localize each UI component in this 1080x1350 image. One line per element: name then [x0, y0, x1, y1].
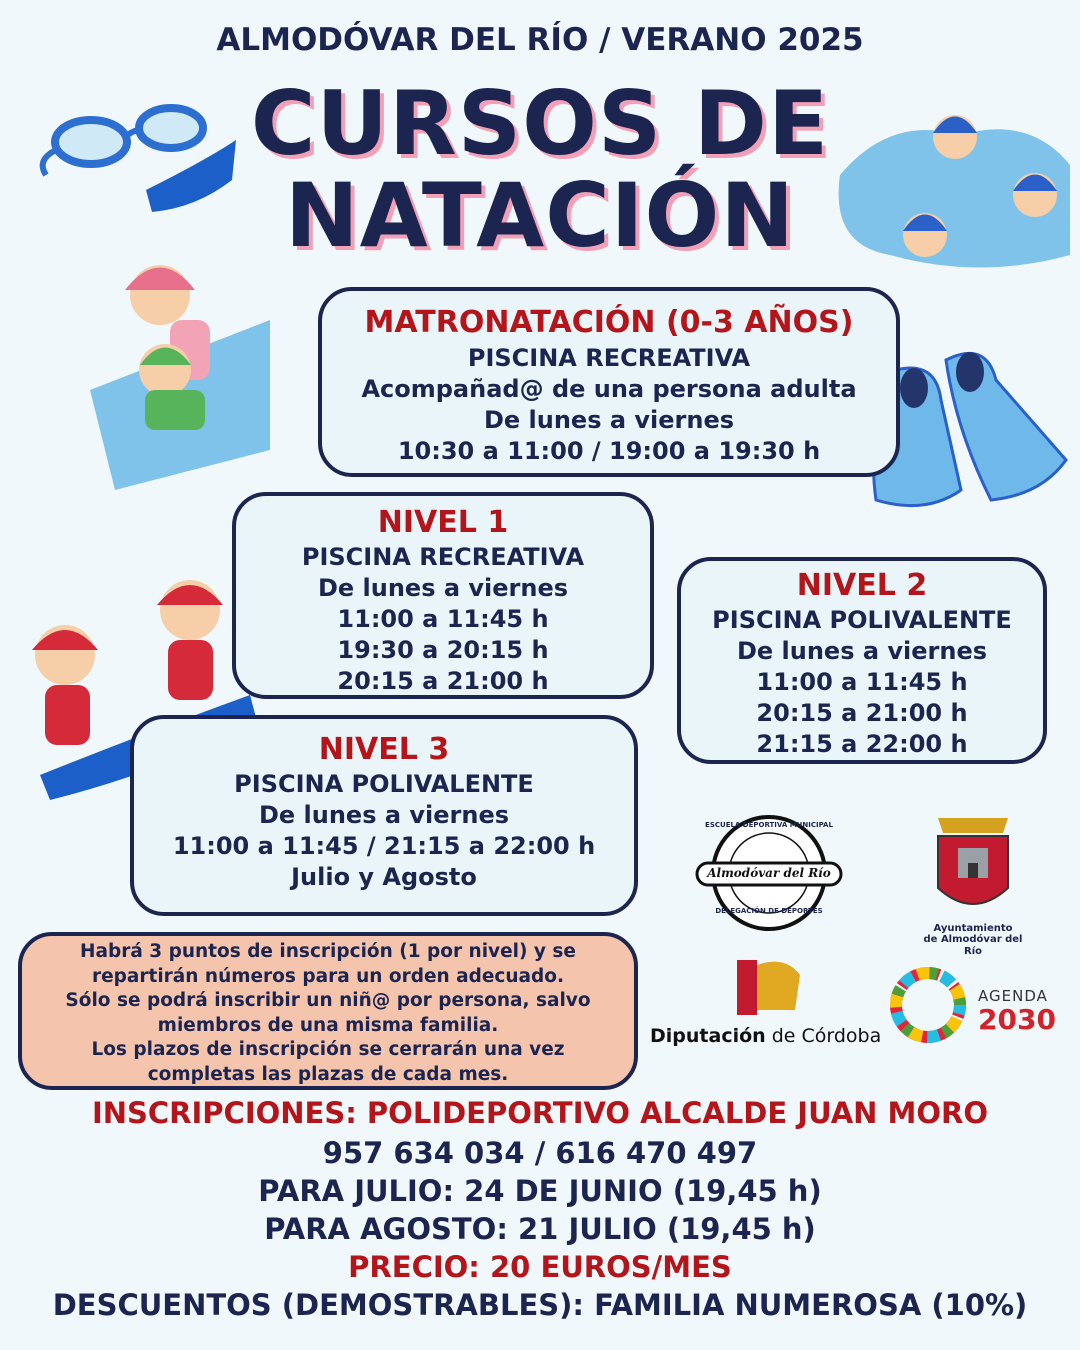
precio-line: PRECIO: 20 EUROS/MES [348, 1250, 732, 1284]
nivel2-line: De lunes a viernes [736, 637, 988, 665]
diputacion-emblem-icon [735, 955, 805, 1020]
escuela-name: Almodóvar del Río [707, 866, 831, 880]
note-line: repartirán números para un orden adecuado. [91, 965, 565, 987]
matronatacion-line: PISCINA RECREATIVA [467, 344, 751, 372]
matronatacion-heading: MATRONATACIÓN (0-3 AÑOS) [364, 305, 854, 340]
diputacion-logo [650, 955, 890, 1050]
escuela-bottom-text: DELEGACIÓN DE DEPORTES [715, 907, 823, 915]
nivel1-line: PISCINA RECREATIVA [301, 543, 585, 571]
nivel3-line: 11:00 a 11:45 / 21:15 a 22:00 h [172, 832, 596, 860]
kids-swimming-illustration [830, 55, 1075, 270]
nivel2-line: 20:15 a 21:00 h [756, 699, 968, 727]
diputacion-text [650, 1025, 890, 1047]
escuela-ring-text: ESCUELA DEPORTIVA MUNICIPAL [705, 821, 833, 829]
nivel3-line: Julio y Agosto [291, 863, 477, 891]
inscripciones-line: INSCRIPCIONES: POLIDEPORTIVO ALCALDE JUAN MORO [91, 1096, 989, 1130]
agenda-2030-logo [888, 965, 1068, 1045]
nivel2-line: 21:15 a 22:00 h [756, 730, 968, 758]
ayuntamiento-line2: de Almodóvar del Río [923, 934, 1023, 957]
nivel3-box [130, 715, 638, 916]
matronatacion-line: De lunes a viernes [483, 406, 735, 434]
title-line-1: CURSOS DE [250, 72, 830, 175]
nivel1-line: 20:15 a 21:00 h [337, 667, 549, 695]
nivel1-box [232, 492, 654, 699]
nivel2-heading: NIVEL 2 [796, 568, 928, 603]
agenda-word: AGENDA [978, 987, 1048, 1005]
matronatacion-line: 10:30 a 11:00 / 19:00 a 19:30 h [397, 437, 821, 465]
note-line: Los plazos de inscripción se cerrarán una vez [91, 1039, 565, 1060]
nivel1-heading: NIVEL 1 [377, 505, 509, 540]
title-line-2: NATACIÓN [284, 164, 795, 267]
mother-baby-illustration [85, 250, 285, 495]
nivel1-line: 19:30 a 20:15 h [337, 636, 549, 664]
julio-line: PARA JULIO: 24 DE JUNIO (19,45 h) [258, 1174, 822, 1208]
nivel3-heading: NIVEL 3 [318, 732, 450, 767]
note-line: Habrá 3 puntos de inscripción (1 por nivel) y se [80, 941, 576, 962]
top-line: ALMODÓVAR DEL RÍO / VERANO 2025 [216, 22, 864, 58]
nivel3-line: PISCINA POLIVALENTE [234, 770, 534, 798]
nivel2-line: 11:00 a 11:45 h [756, 668, 968, 696]
matronatacion-line: Acompañad@ de una persona adulta [361, 375, 857, 403]
nivel2-box [677, 557, 1047, 764]
phones-line: 957 634 034 / 616 470 497 [322, 1136, 758, 1170]
registration-note [18, 932, 638, 1090]
nivel1-line: De lunes a viernes [317, 574, 569, 602]
nivel1-line: 11:00 a 11:45 h [337, 605, 549, 633]
nivel3-line: De lunes a viernes [258, 801, 510, 829]
escuela-deportiva-logo [695, 813, 843, 933]
descuentos-line: DESCUENTOS (DEMOSTRABLES): FAMILIA NUMEROSA (10%) [52, 1288, 1028, 1322]
goggles-icon [36, 90, 246, 220]
diputacion-rest: de Córdoba [765, 1025, 882, 1047]
ayuntamiento-line1: Ayuntamiento [933, 923, 1013, 934]
note-line: completas las plazas de cada mes. [147, 1063, 509, 1085]
ayuntamiento-logo [918, 808, 1028, 957]
note-line: Sólo se podrá inscribir un niñ@ por persona, salvo [65, 990, 591, 1011]
nivel2-line: PISCINA POLIVALENTE [712, 606, 1012, 634]
agosto-line: PARA AGOSTO: 21 JULIO (19,45 h) [264, 1212, 816, 1246]
note-line: miembros de una misma familia. [157, 1014, 499, 1036]
diputacion-bold: Diputación [650, 1025, 766, 1047]
sdg-wheel-icon [888, 965, 968, 1045]
agenda-year: 2030 [978, 1003, 1056, 1036]
matronatacion-box [318, 287, 900, 477]
